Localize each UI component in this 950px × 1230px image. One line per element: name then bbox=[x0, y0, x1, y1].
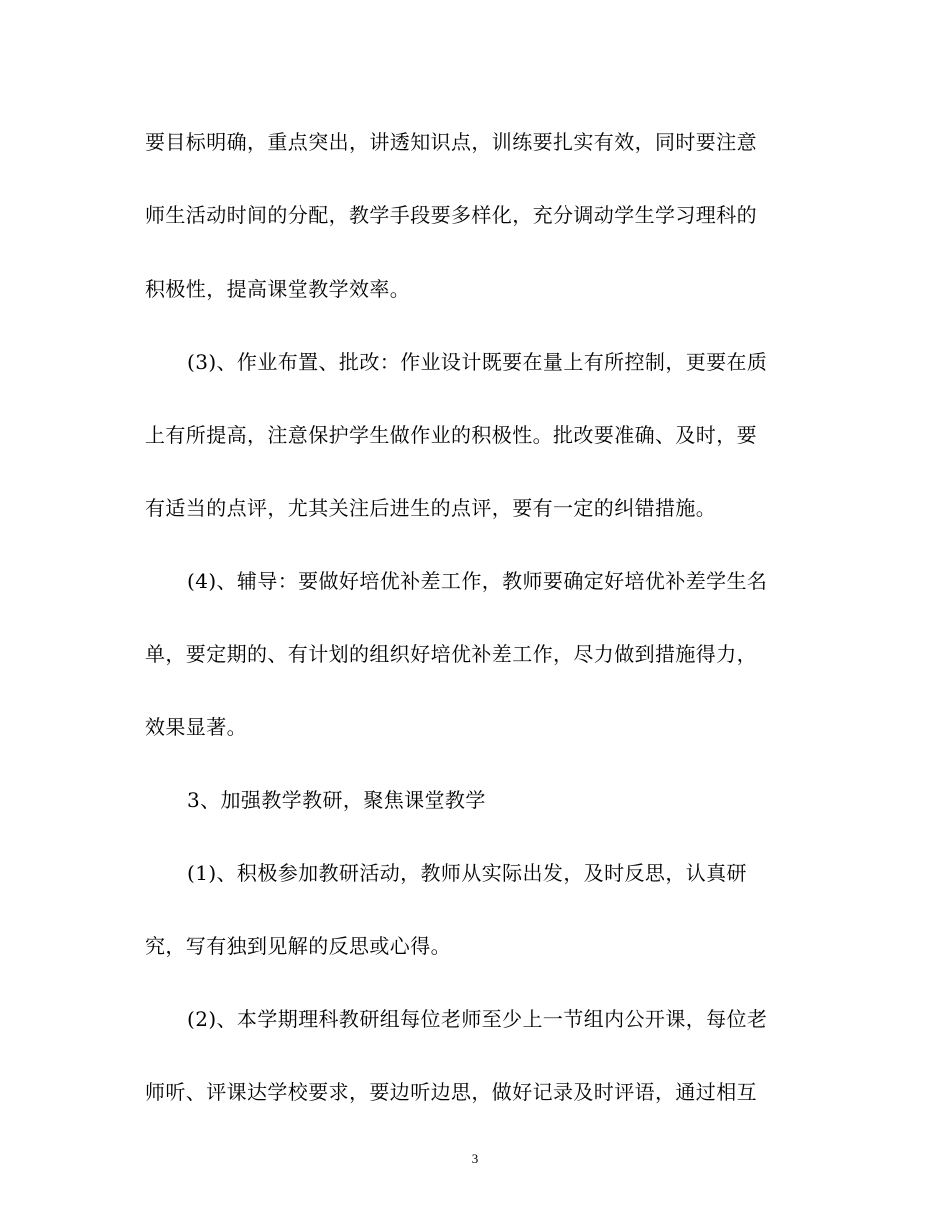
paragraph-start-line: (2)、本学期理科教研组每位老师至少上一节组内公开课，每位老 bbox=[187, 1007, 768, 1031]
text-line: 上有所提高，注意保护学生做作业的积极性。批改要准确、及时，要 bbox=[145, 423, 757, 447]
paragraph-start-line: (3)、作业布置、批改：作业设计既要在量上有所控制，更要在质 bbox=[187, 350, 768, 374]
section-heading: 3、加强教学教研，聚焦课堂教学 bbox=[187, 788, 486, 812]
text-line: 单，要定期的、有计划的组织好培优补差工作，尽力做到措施得力， bbox=[145, 642, 757, 666]
text-line: 师听、评课达学校要求，要边听边思，做好记录及时评语，通过相互 bbox=[145, 1080, 757, 1104]
text-line: 积极性，提高课堂教学效率。 bbox=[145, 277, 411, 301]
text-line: 有适当的点评，尤其关注后进生的点评，要有一定的纠错措施。 bbox=[145, 496, 717, 520]
paragraph-start-line: (4)、辅导：要做好培优补差工作，教师要确定好培优补差学生名 bbox=[187, 569, 768, 593]
text-line: 师生活动时间的分配，教学手段要多样化，充分调动学生学习理科的 bbox=[145, 203, 757, 227]
text-line: 效果显著。 bbox=[145, 715, 247, 739]
page-number: 3 bbox=[471, 1151, 479, 1166]
text-line: 要目标明确，重点突出，讲透知识点，训练要扎实有效，同时要注意 bbox=[145, 130, 757, 154]
text-line: 究，写有独到见解的反思或心得。 bbox=[145, 934, 451, 958]
paragraph-start-line: (1)、积极参加教研活动，教师从实际出发，及时反思，认真研 bbox=[187, 861, 747, 885]
